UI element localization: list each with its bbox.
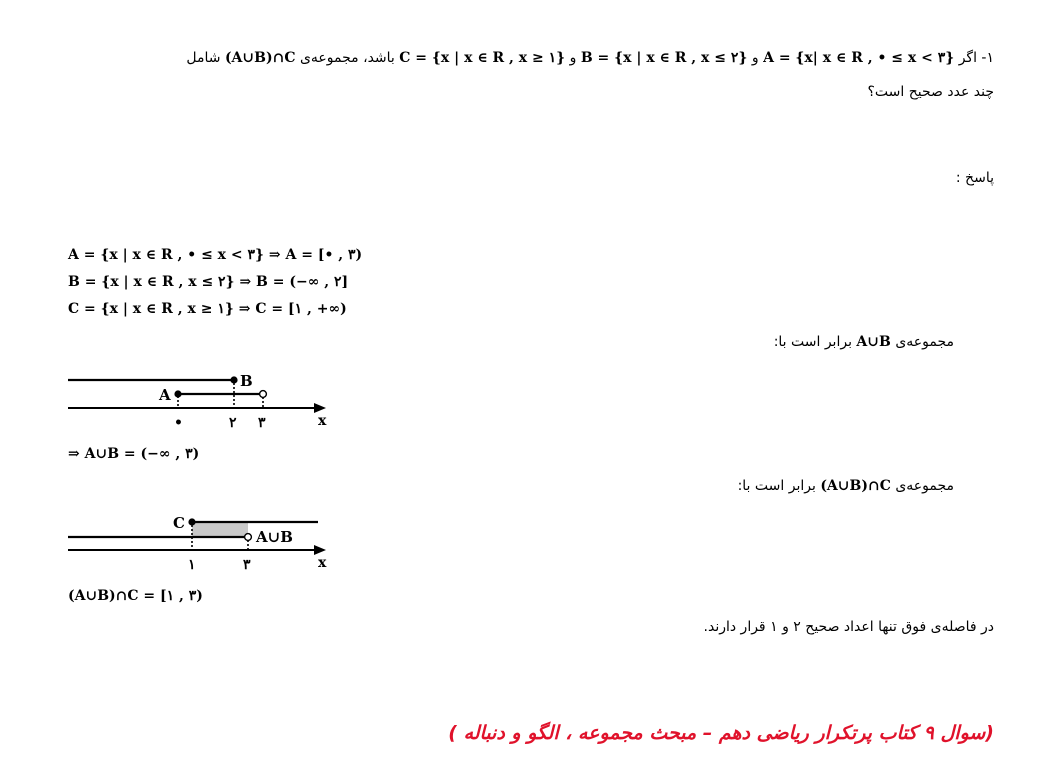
- axis-2-arrow: [314, 545, 326, 555]
- conclusion: در فاصله‌ی فوق تنها اعداد صحیح ۲ و ۱ قرار دارند.: [703, 619, 994, 635]
- set-a-open-endpoint: [260, 391, 267, 398]
- derivation-c: C = {x | x ∈ R , x ≥ ۱} ⇒ C = [۱ , +∞): [68, 301, 347, 317]
- intersect-intro-expression: (A∪B)∩C: [820, 478, 891, 494]
- intersection-shade: [192, 522, 248, 537]
- question-prefix: ۱- اگر: [958, 50, 994, 66]
- union-open-endpoint: [245, 534, 252, 541]
- intersect-intro: [738, 478, 954, 494]
- tick-label-3: ۳: [258, 415, 266, 431]
- intersect-intro-suffix: برابر است با:: [737, 478, 816, 494]
- question-and-2: و: [569, 50, 577, 66]
- union-intro-suffix: برابر است با:: [773, 334, 852, 350]
- footer-source: (سوال ۹ کتاب پرتکرار ریاضی دهم – مبحث مجموعه ، الگو و دنباله ): [448, 722, 994, 744]
- union-intro-prefix: مجموعه‌ی: [895, 334, 954, 350]
- set-b-label: B: [240, 372, 253, 390]
- set-b-closed-endpoint: [230, 376, 237, 383]
- axis-2-label: x: [318, 555, 327, 571]
- union-label: A∪B: [256, 528, 293, 546]
- intersect-intro-prefix: مجموعه‌ی: [895, 478, 954, 494]
- question-and-1: و: [751, 50, 759, 66]
- tick-label-3b: ۳: [243, 557, 251, 573]
- set-a-definition: A = {x| x ∈ R , • ≤ x < ۳}: [763, 50, 955, 66]
- question-suffix: شامل: [186, 50, 221, 66]
- set-b-definition: B = {x | x ∈ R , x ≤ ۲}: [580, 50, 748, 66]
- set-a-label: A: [159, 386, 171, 404]
- derivation-a: A = {x | x ∈ R , • ≤ x < ۳} ⇒ A = [• , ۳): [68, 247, 363, 263]
- intersect-result: (A∪B)∩C = [۱ , ۳): [68, 588, 203, 604]
- question-expression: (A∪B)∩C: [224, 50, 296, 66]
- derivation-b: B = {x | x ∈ R , x ≤ ۲} ⇒ B = (−∞ , ۲]: [68, 274, 349, 290]
- tick-label-2: ۲: [229, 415, 237, 431]
- axis-1-label: x: [318, 413, 327, 429]
- question-middle: باشد، مجموعه‌ی: [299, 50, 395, 66]
- answer-label: پاسخ :: [955, 170, 994, 186]
- union-result: ⇒ A∪B = (−∞ , ۳): [68, 446, 200, 462]
- question-line-2: چند عدد صحیح است؟: [867, 84, 994, 100]
- union-intro-expression: A∪B: [856, 334, 891, 350]
- set-c-definition: C = {x | x ∈ R , x ≥ ۱}: [399, 50, 566, 66]
- axis-1-arrow: [314, 403, 326, 413]
- tick-label-1: ۱: [188, 557, 196, 573]
- set-c-closed-endpoint: [188, 518, 195, 525]
- tick-label-0: •: [174, 415, 183, 431]
- set-c-label: C: [173, 514, 185, 532]
